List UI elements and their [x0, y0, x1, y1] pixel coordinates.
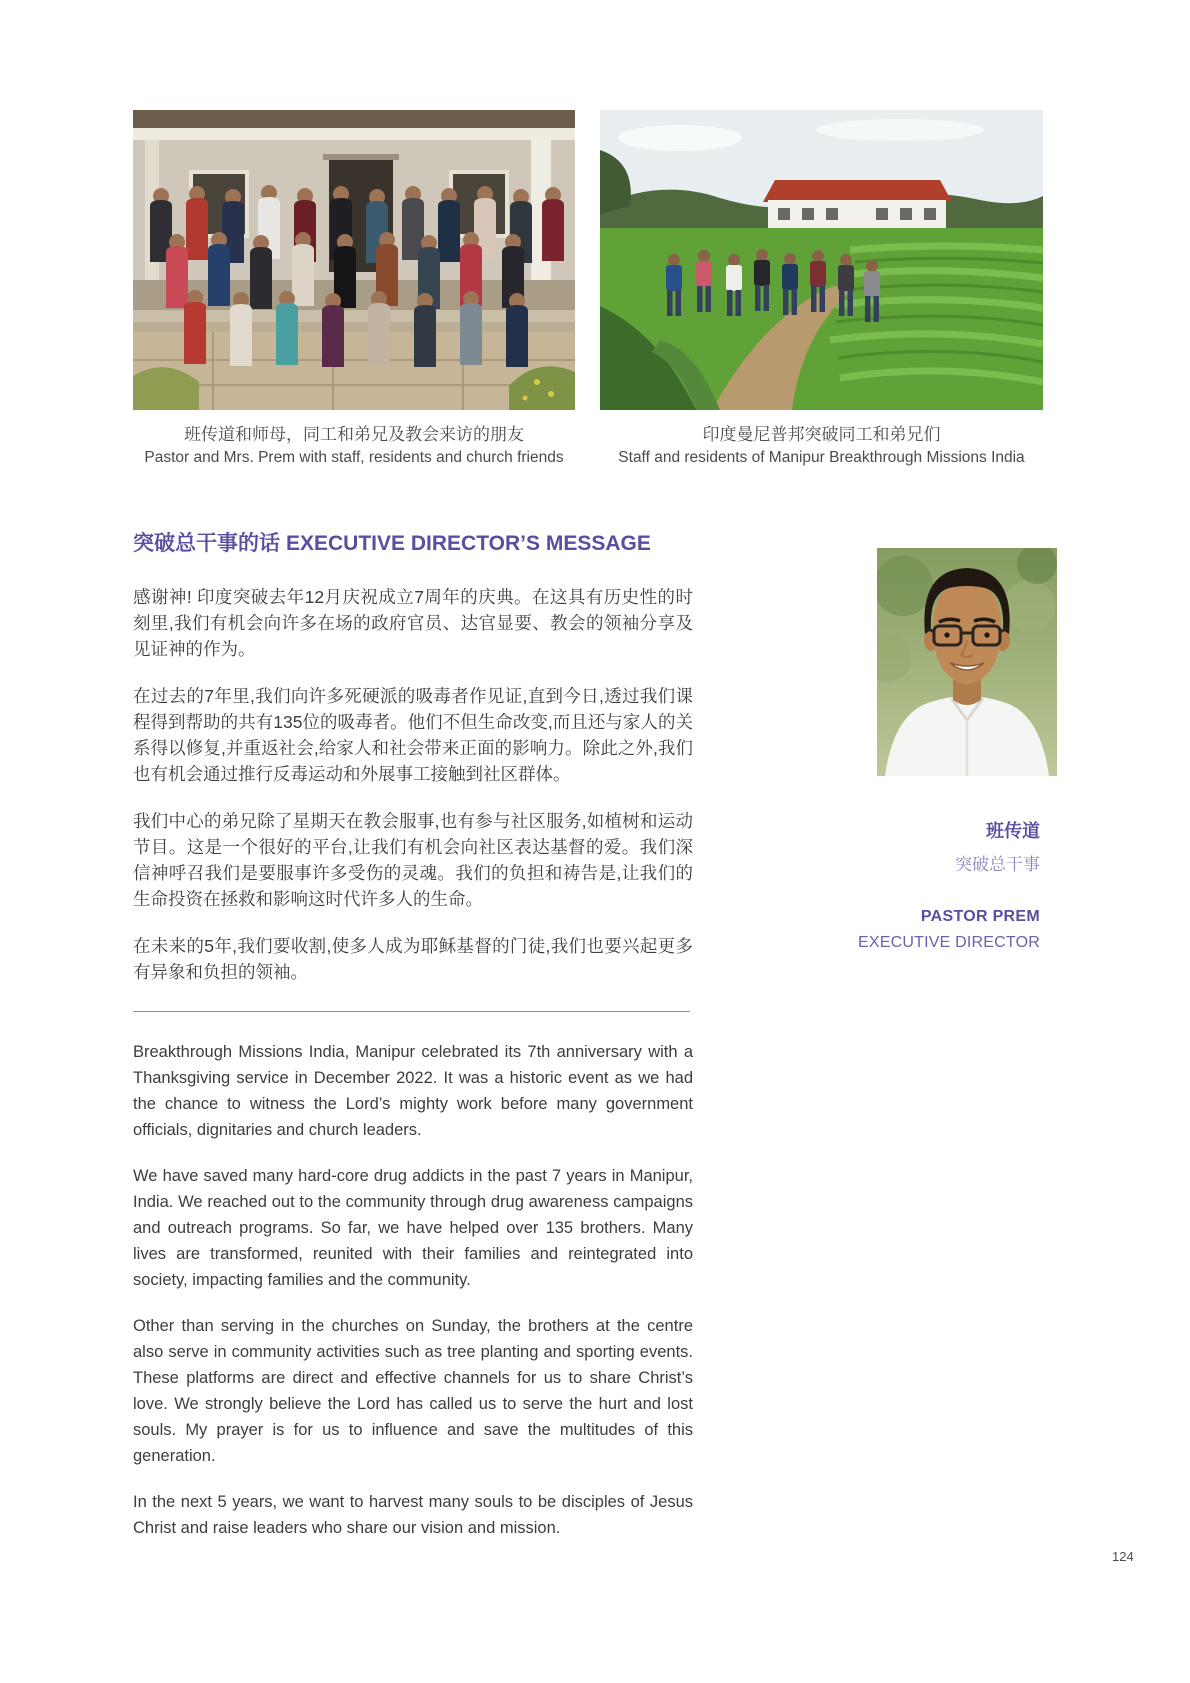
director-name-zh: 班传道 — [986, 821, 1040, 841]
director-title-en: EXECUTIVE DIRECTOR — [858, 934, 1040, 951]
portrait-image — [877, 548, 1057, 776]
zh-paragraph-1: 感谢神! 印度突破去年12月庆祝成立7周年的庆典。在这具有历史性的时刻里,我们有机会向许多在场的政府官员、达官显要、教会的领袖分享及见证神的作为。 — [133, 587, 693, 659]
en-paragraph-4: In the next 5 years, we want to harvest many souls to be disciples of Jesus Christ and raise leaders who share our vision and mission. — [133, 1493, 693, 1537]
zh-paragraph-4: 在未来的5年,我们要收割,使多人成为耶稣基督的门徒,我们也要兴起更多有异象和负担的领袖。 — [133, 936, 693, 982]
field-photo-caption-zh: 印度曼尼普邦突破同工和弟兄们 — [702, 425, 941, 444]
group-photo-image — [133, 110, 575, 410]
director-name-en: PASTOR PREM — [920, 908, 1040, 925]
section-title-en: EXECUTIVE DIRECTOR’S MESSAGE — [286, 532, 651, 555]
message-column — [133, 527, 693, 1561]
group-photo-caption-zh: 班传道和师母，同工和弟兄及教会来访的朋友 — [184, 425, 524, 444]
message-english — [133, 1039, 693, 1541]
zh-paragraph-2: 在过去的7年里,我们向许多死硬派的吸毒者作见证,直到今日,透过我们课程得到帮助的共有135位的吸毒者。他们不但生命改变,而且还与家人的关系得以修复,并重返社会,给家人和社会带来正面的影响力。除此之外,我们也有机会通过推行反毒运动和外展事工接触到社区群体。 — [133, 686, 693, 784]
director-title-zh: 突破总干事 — [955, 855, 1040, 874]
field-photo-caption-en: Staff and residents of Manipur Breakthrough Missions India — [618, 449, 1025, 466]
director-namecard — [757, 817, 1040, 952]
page-number: 124 — [1112, 1549, 1134, 1564]
en-paragraph-2: We have saved many hard-core drug addicts in the past 7 years in Manipur, India. We reached out to the community through drug awareness campaigns and outreach programs. So far, we have helped over 135 brothers. Many lives are transformed, reunited with their families and reintegrated into society, impacting families and the community. — [133, 1167, 693, 1289]
message-chinese — [133, 584, 693, 985]
field-photo-image — [600, 110, 1043, 410]
field-photo-figure — [600, 110, 1043, 467]
en-paragraph-1: Breakthrough Missions India, Manipur celebrated its 7th anniversary with a Thanksgiving service in December 2022. It was a historic event as we had the chance to witness the Lord’s mighty work before many government officials, dignitaries and church leaders. — [133, 1043, 693, 1139]
director-portrait-photo — [877, 548, 1057, 776]
section-title — [133, 527, 693, 557]
section-divider — [133, 1011, 690, 1012]
section-title-zh: 突破总干事的话 — [133, 532, 280, 555]
zh-paragraph-3: 我们中心的弟兄除了星期天在教会服事,也有参与社区服务,如植树和运动节目。这是一个很好的平台,让我们有机会向社区表达基督的爱。我们深信神呼召我们是要服事许多受伤的灵魂。我们的负担和祷告是,让我们的生命投资在拯救和影响这时代许多人的生命。 — [133, 811, 693, 909]
en-paragraph-3: Other than serving in the churches on Sunday, the brothers at the centre also serve in community activities such as tree planting and sporting events. These platforms are direct and effective channels for us to share Christ’s love. We strongly believe the Lord has called us to serve the hurt and lost souls. My prayer is for us to influence and save the multitudes of this generation. — [133, 1317, 693, 1465]
group-photo-caption-en: Pastor and Mrs. Prem with staff, residents and church friends — [144, 449, 564, 466]
group-photo-figure — [133, 110, 575, 467]
